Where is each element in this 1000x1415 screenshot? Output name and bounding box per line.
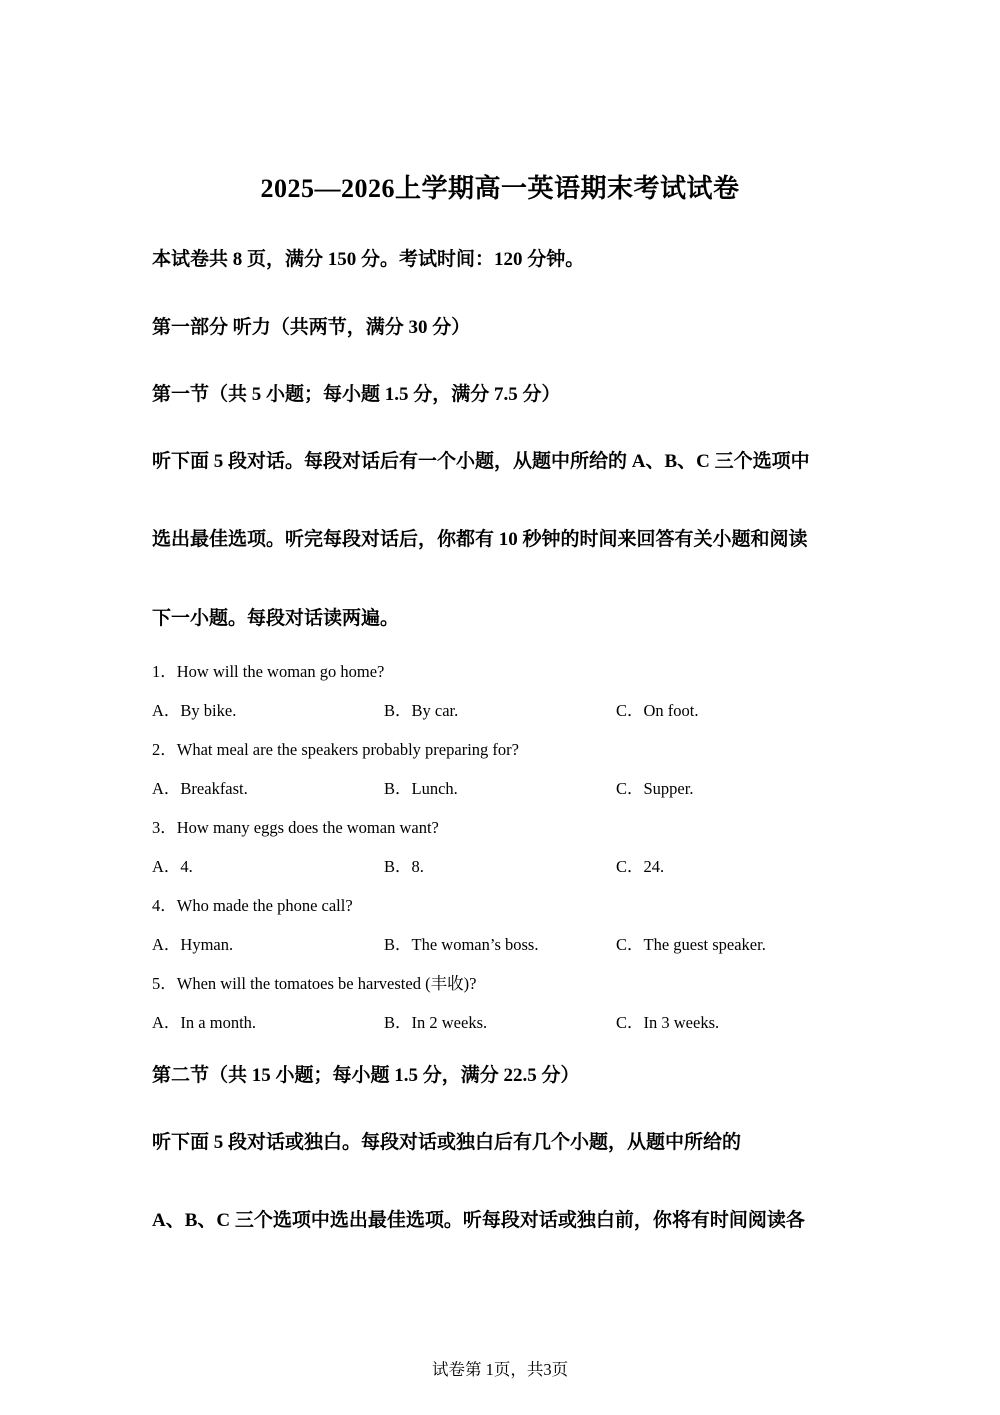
question-5-option-c: C．In 3 weeks.: [616, 1013, 720, 1032]
question-3-option-b: B．8.: [384, 857, 424, 876]
section1-instruction-line: 选出最佳选项。听完每段对话后，你都有 10 秒钟的时间来回答有关小题和阅读: [152, 529, 808, 550]
section2-instruction-line: A、B、C 三个选项中选出最佳选项。听每段对话或独白前，你将有时间阅读各: [152, 1210, 805, 1231]
question-5-option-b: B．In 2 weeks.: [384, 1013, 488, 1032]
section1-instruction-line: 下一小题。每段对话读两遍。: [152, 608, 400, 629]
question-1-option-b: B．By car.: [384, 701, 459, 720]
question-5: 5．When will the tomatoes be harvested (丰收)?: [152, 974, 477, 993]
section1-heading: 第一节（共 5 小题；每小题 1.5 分，满分 7.5 分）: [152, 384, 561, 405]
question-1-option-c: C．On foot.: [616, 701, 699, 720]
question-1: 1．How will the woman go home?: [152, 662, 385, 681]
question-4: 4．Who made the phone call?: [152, 896, 353, 915]
part1-heading: 第一部分 听力（共两节，满分 30 分）: [152, 317, 471, 338]
section2-instruction-line: 听下面 5 段对话或独白。每段对话或独白后有几个小题，从题中所给的: [152, 1132, 742, 1153]
question-2-option-a: A．Breakfast.: [152, 779, 248, 798]
question-2: 2．What meal are the speakers probably preparing for?: [152, 740, 519, 759]
question-5-option-a: A．In a month.: [152, 1013, 257, 1032]
question-3: 3．How many eggs does the woman want?: [152, 818, 439, 837]
section1-instruction-line: 听下面 5 段对话。每段对话后有一个小题，从题中所给的 A、B、C 三个选项中: [152, 451, 810, 472]
question-3-option-c: C．24.: [616, 857, 665, 876]
section2-heading: 第二节（共 15 小题；每小题 1.5 分，满分 22.5 分）: [152, 1065, 580, 1086]
exam-title: 2025—2026上学期高一英语期末考试试卷: [260, 174, 740, 203]
question-1-option-a: A．By bike.: [152, 701, 237, 720]
exam-intro: 本试卷共 8 页，满分 150 分。考试时间：120 分钟。: [152, 249, 585, 270]
question-3-option-a: A．4.: [152, 857, 193, 876]
question-2-option-b: B．Lunch.: [384, 779, 458, 798]
page-footer: 试卷第 1页，共3页: [431, 1360, 569, 1379]
question-4-option-b: B．The woman’s boss.: [384, 935, 539, 954]
question-2-option-c: C．Supper.: [616, 779, 694, 798]
question-4-option-a: A．Hyman.: [152, 935, 234, 954]
question-4-option-c: C．The guest speaker.: [616, 935, 766, 954]
